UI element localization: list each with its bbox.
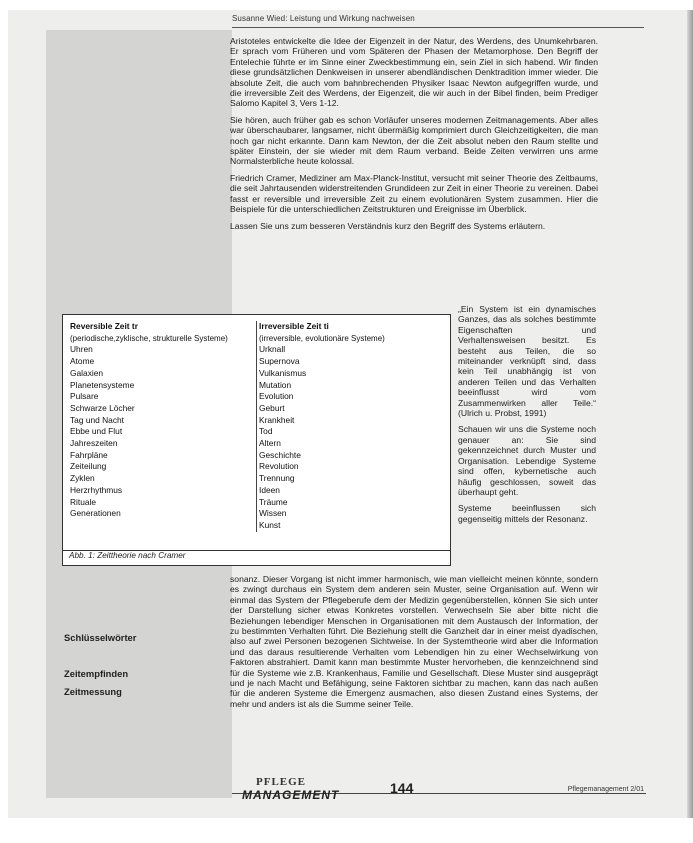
list-item: Altern [259, 438, 281, 449]
irreversible-time-column [256, 321, 439, 532]
paragraph: Friedrich Cramer, Mediziner am Max-Planck-Institut, versucht mit seiner Theorie des Zeitbaums, die seit Jahrtausenden widerstreitenden Grundideen zur Zeit in einer Theorie zu vereinen. Dabei fasst er reversible und irreversible Zeit zu einem evolutionären System zusammen. Hier die Beispiele für die unterschiedlichen Zeitstrukturen und Ereignisse im Überblick. [230, 172, 598, 215]
paragraph: sonanz. Dieser Vorgang ist nicht immer harmonisch, wie man vielleicht meinen könnte, sondern es zwingt durchaus ein System dem anderen sein Muster, seine Organisation auf. Wenn wir einmal das System der Pflegeberufe dem der Medizin gegenüberstellen, können Sie sich unter der Darstellung sicher etwas Konkretes vorstellen. Verwechseln Sie aber bitte nicht die Beziehungen lebendiger Menschen in Organisationen mit dem Austausch der Information, der zu bestimmten Verhalten führt. Die Beziehung stellt die Ganzheit dar in einer meist dyadischen, also auf zwei Personen bezogenen Sichtweise. In der Systemtheorie wird aber die Information und das daraus resultierende Verhalten vom Lebendigen hin zu einer Wechselwirkung von Faktoren abstrahiert. Damit kann man bestimmte Muster hervorheben, die kennzeichnend sind für die Systeme wie z.B. Krankenhaus, Familie und Gesellschaft. Diese Muster sind ausgeprägt und je nach Macht und Befähigung, seine Faktoren sichtbar zu machen, kann das nach außen für die anderen Systeme die Emergenz ausmachen, also diesen Zustand eines Systems, der mehr und anders ist als die Summe seiner Teile. [230, 574, 598, 709]
list-item: Supernova [259, 356, 300, 367]
paragraph: Systeme beeinflussen sich gegenseitig mittels der Resonanz. [458, 503, 596, 524]
main-text-column [230, 36, 598, 237]
paragraph: Schauen wir uns die Systeme noch genauer an: Sie sind gekennzeichnet durch Muster und Organisation. Lebendige Systeme sind offen, kybernetische auch häufig geschlossen, soweit das überhaupt geht. [458, 424, 596, 497]
figure-zeittheorie [62, 314, 451, 566]
list-item: Mutation [259, 379, 292, 390]
list-item: Urknall [259, 344, 286, 355]
list-item: Kunst [259, 519, 281, 530]
list-item: Schwarze Löcher [70, 402, 135, 413]
quote-paragraph: „Ein System ist ein dynamisches Ganzes, das als solches bestimmte Eigenschaften und Verhaltensweisen besitzt. Es besteht aus Teilen, die so miteinander verknüpft sind, dass kein Teil unabhängig ist von anderen Teilen und das Verhalten beeinflusst wird vom Zusammenwirken aller Teile.“ (Ulrich u. Probst, 1991) [458, 304, 596, 419]
list-item: Planetensysteme [70, 379, 135, 390]
list-item: Zeiteilung [70, 461, 107, 472]
reversible-time-column [70, 321, 240, 520]
list-item: Zyklen [70, 473, 95, 484]
header-rule [232, 27, 644, 28]
list-item: Trennung [259, 473, 295, 484]
paragraph: Lassen Sie uns zum besseren Verständnis kurz den Begriff des Systems erläutern. [230, 220, 546, 231]
list-item: Generationen [70, 508, 121, 519]
list-item: Rituale [70, 496, 97, 507]
list-item: Galaxien [70, 367, 104, 378]
list-item: Uhren [70, 344, 93, 355]
list-item: Geburt [259, 402, 285, 413]
list-item: Ideen [259, 484, 280, 495]
figure-caption: Abb. 1: Zeittheorie nach Cramer [69, 551, 186, 561]
list-item: Herzrhythmus [70, 484, 123, 495]
paragraph: Aristoteles entwickelte die Idee der Eigenzeit in der Natur, des Werdens, des Unumkehrbaren. Er sprach vom Früheren und vom Späteren der Phasen der Metamorphose. Den Begriff der Entelechie führte er im Sinne einer Zweckbestimmung ein, sein Ziel in sich habend. Wir finden diese grundsätzlichen Denkweisen in unserer abendländischen Denktradition immer wieder. Die absolute Zeit, die auch vom bahnbrechenden Physiker Isaac Newton aufgegriffen wurde, und die irreversible Zeit des Werdens, der Eigenzeit, die wir auch in der Bibel finden, beim Prediger Salomo Kapitel 3, Vers 1-12. [230, 36, 598, 109]
column-subheader: (irreversible, evolutionäre Systeme) [259, 333, 385, 343]
side-text-column [458, 304, 596, 530]
list-item: Fahrpläne [70, 449, 108, 460]
keywords-title: Schlüsselwörter [64, 632, 137, 643]
column-header: Irreversible Zeit ti [259, 321, 329, 331]
list-item: Pulsare [70, 391, 99, 402]
list-item: Ebbe und Flut [70, 426, 123, 437]
list-item: Krankheit [259, 414, 295, 425]
issue-label: Pflegemanagement 2/01 [567, 786, 644, 793]
journal-logo-top: PFLEGE [256, 776, 307, 788]
journal-logo-bottom: MANAGEMENT [242, 788, 340, 802]
keyword: Zeitmessung [64, 686, 122, 697]
list-item: Revolution [259, 461, 299, 472]
list-item: Jahreszeiten [70, 438, 118, 449]
paragraph: Sie hören, auch früher gab es schon Vorläufer unseres modernen Zeitmanagements. Aber alles war überschaubarer, langsamer, nicht übermäßig komprimiert durch Gleichzeitigkeiten, die man noch gar nicht erkannte. Dann kam Newton, der die Zeit absolut neben den Raum stellte und später Einstein, der sie wieder mit dem Raum verband. Beide Zeiten verwirren uns arme Normalsterbliche heute kolossal. [230, 114, 598, 167]
keywords-box [64, 632, 224, 701]
keyword: Zeitempfinden [64, 668, 129, 679]
column-subheader: (periodische,zyklische, strukturelle Systeme) [70, 333, 228, 343]
list-item: Atome [70, 356, 95, 367]
page-number: 144 [390, 780, 414, 796]
list-item: Vulkanismus [259, 367, 307, 378]
list-item: Tag und Nacht [70, 414, 125, 425]
column-header: Reversible Zeit tr [70, 321, 138, 331]
list-item: Evolution [259, 391, 294, 402]
continued-text-column [230, 574, 598, 709]
list-item: Tod [259, 426, 273, 437]
list-item: Träume [259, 496, 288, 507]
list-item: Wissen [259, 508, 287, 519]
running-head: Susanne Wied: Leistung und Wirkung nachweisen [232, 14, 415, 23]
page-footer [232, 776, 646, 802]
page-edge-shadow [687, 10, 693, 818]
list-item: Geschichte [259, 449, 301, 460]
